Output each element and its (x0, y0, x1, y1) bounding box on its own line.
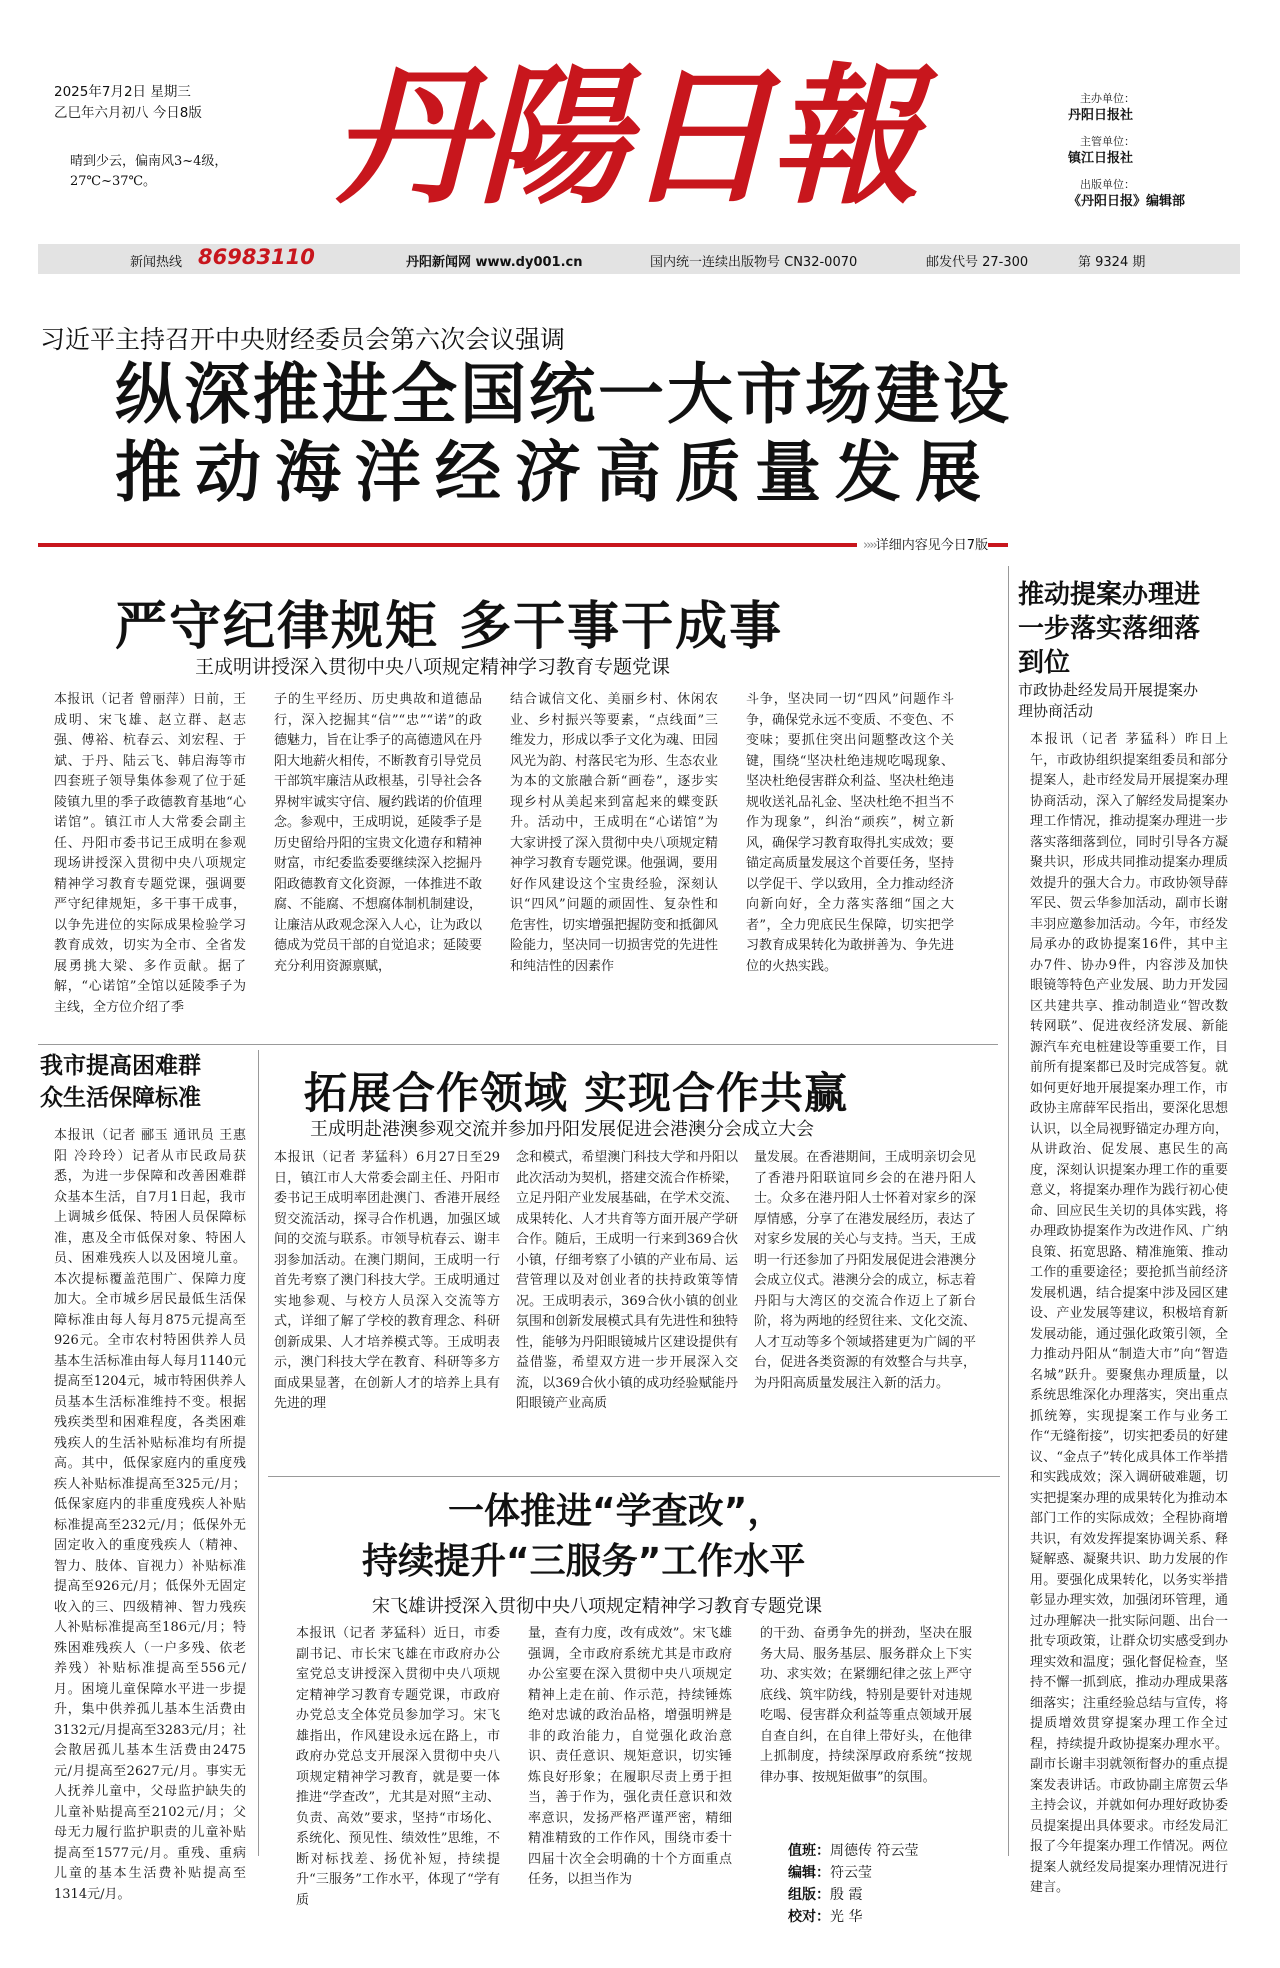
publisher-block (1068, 90, 1185, 219)
article-4-bottom-rule (268, 1476, 1000, 1477)
info-bar (38, 244, 1240, 274)
date-line-1: 2025年7月2日 星期三 (54, 84, 191, 100)
arrows-icon: ›››› (863, 538, 876, 553)
article-2-title (1018, 578, 1200, 680)
publisher-value-supervisor: 镇江日报社 (1068, 151, 1134, 166)
editor-name: 符云莹 (830, 1865, 872, 1881)
editor-role: 值班： (788, 1843, 830, 1859)
website-link[interactable]: 丹阳新闻网 www.dy001.cn (406, 255, 583, 270)
publisher-label-issuer: 出版单位： (1080, 178, 1135, 191)
article-5-col-3: 的干劲、奋勇争先的拼劲，坚决在服务大局、服务基层、服务群众上下实功、求实效；在紧绷纪律之弦上严守底线、筑牢防线，特别是要针对违规吃喝、侵害群众利益等重点领域开展自查自纠，在自律上带好头，在他律上抓制度，持续深厚政府系统“按规律办事、按规矩做事”的氛围。 (760, 1626, 972, 1785)
article-3-title-line-1: 我市提高困难群 (40, 1053, 201, 1079)
article-5-col-1: 本报讯（记者 茅猛科）近日，市委副书记、市长宋飞雄在市政府办公室党总支讲授深入贯彻中央八项规定精神学习教育专题党课，市政府办党总支全体党员参加学习。宋飞雄指出，作风建设永远在路上，市政府办党总支开展深入贯彻中央八项规定精神学习教育，就是要一体推进“学查改”，尤其是对照“主动、负责、高效”要求，坚持“市场化、系统化、预见性、绩效性”思维，不断对标找差、扬优补短，持续提升“三服务”工作水平，体现了“学有质 (296, 1626, 500, 1908)
editor-row (788, 1906, 918, 1928)
date-line-2: 乙巳年六月初八 今日8版 (54, 105, 202, 121)
article-1-bottom-rule (38, 1044, 998, 1045)
issue-number: 第 9324 期 (1078, 255, 1146, 270)
postal-code: 邮发代号 27-300 (926, 255, 1029, 270)
weather-line-1: 晴到少云，偏南风3~4级， (70, 154, 228, 169)
serial-number: 国内统一连续出版物号 CN32-0070 (650, 255, 858, 270)
article-1-col-3: 结合诚信文化、美丽乡村、休闲农业、乡村振兴等要素，“点线面”三维发力，形成以季子文化为魂、田园风光为韵、村落民宅为形、生态农业为本的文旅融合新“画卷”，逐步实现乡村从美起来到富起来的蝶变跃升。活动中，王成明在“心诺馆”为大家讲授了深入贯彻中央八项规定精神学习教育专题党课。他强调，要用好作风建设这个宝贵经验，深刻认识“四风”问题的顽固性、复杂性和危害性，切实增强把握防变和抵御风险能力，坚决同一切损害党的先进性和纯洁性的因素作 (510, 692, 719, 974)
article-5-col-2: 量，查有力度，改有成效”。宋飞雄强调，全市政府系统尤其是市政府办公室要在深入贯彻中央八项规定精神上走在前、作示范，持续锤炼绝对忠诚的政治品格，增强明辨是非的政治能力，自觉强化政治意识、责任意识、规矩意识，切实锤炼良好形象；在履职尽责上勇于担当，善于作为，强化责任意识和效率意识，发扬严格严谨严密，精细精准精致的工作作风，围绕市委十四届十次全会明确的十个方面重点任务，以担当作为 (528, 1626, 732, 1887)
editor-row (788, 1884, 918, 1906)
article-1-subtitle: 王成明讲授深入贯彻中央八项规定精神学习教育专题党课 (195, 656, 671, 678)
article-5-title-line-2: 持续提升“三服务”工作水平 (362, 1541, 806, 1582)
hotline-number: 86983110 (198, 245, 315, 269)
publisher-label-supervisor: 主管单位： (1080, 135, 1135, 148)
column-divider-left (258, 1050, 259, 1856)
publisher-value-host: 丹阳日报社 (1068, 108, 1134, 123)
article-2-title-line-3: 到位 (1018, 648, 1071, 678)
editor-row (788, 1862, 918, 1884)
column-divider-right (1008, 566, 1009, 1856)
editor-name: 殷 霞 (830, 1887, 863, 1903)
article-4-col-3: 量发展。在香港期间，王成明亲切会见了香港丹阳联谊同乡会的在港丹阳人士。众多在港丹阳人士怀着对家乡的深厚情感，分享了在港发展经历，表达了对家乡发展的关心与支持。当天，王成明一行还参加了丹阳发展促进会港澳分会成立仪式。港澳分会的成立，标志着丹阳与大湾区的交流合作迈上了新台阶，将为两地的经贸往来、文化交流、人才互动等多个领域搭建更为广阔的平台，促进各类资源的有效整合与共享，为丹阳高质量发展注入新的活力。 (754, 1150, 976, 1391)
hotline-label: 新闻热线 (130, 255, 183, 270)
article-1-col-4: 斗争，坚决同一切“四风”问题作斗争，确保党永远不变质、不变色、不变味；要抓住突出问题整改这个关键，围绕“坚决杜绝违规吃喝现象、坚决杜绝侵害群众利益、坚决杜绝违规收送礼品礼金、坚决杜绝不担当不作为现象”，纠治“顽疾”，树立新风，确保学习教育取得扎实成效；要锚定高质量发展这个首要任务，坚持以学促干、学以致用，全力推动经济向新向好，全力落实落细“国之大者”，全力兜底民生保障，切实把学习教育成果转化为敢拼善为、争先进位的火热实践。 (746, 692, 955, 974)
editor-role: 编辑： (788, 1865, 830, 1881)
lead-headline-1: 纵深推进全国统一大市场建设 (115, 356, 1012, 433)
date-block (54, 82, 202, 124)
publisher-label-host: 主办单位： (1080, 92, 1135, 105)
editor-name: 周德传 符云莹 (830, 1843, 919, 1859)
weather-block (70, 152, 227, 192)
article-2-title-line-1: 推动提案办理进 (1018, 580, 1201, 610)
article-4-title: 拓展合作领域 实现合作共赢 (304, 1069, 848, 1119)
publisher-value-issuer: 《丹阳日报》编辑部 (1068, 194, 1186, 209)
article-3-title (40, 1050, 201, 1114)
weather-line-2: 27℃~37℃。 (70, 174, 157, 189)
article-2-subtitle (1018, 680, 1198, 722)
article-2-body: 本报讯（记者 茅猛科）昨日上午，市政协组织提案组委员和部分提案人，赴市经发局开展提案办理协商活动，深入了解经发局提案办理工作情况，推动提案办理进一步落实落细落到位，同时引导各方凝聚共识，形成共同推动提案办理质效提升的强大合力。市政协领导薛军民、贺云华参加活动，副市长谢丰羽应邀参加活动。今年，市经发局承办的政协提案16件，其中主办7件、协办9件，内容涉及加快眼镜等特色产业发展、助力开发园区共建共享、推动制造业“智改数转网联”、促进夜经济发展、新能源汽车充电桩建设等重要工作，目前所有提案都已及时完成答复。就如何更好地开展提案办理工作，市政协主席薛军民指出，要深化思想认识，以全局视野锚定办理方向，从讲政治、促发展、惠民生的高度，深刻认识提案办理工作的重要意义，将提案办理作为践行初心使命、回应民生关切的具体实践，将办理政协提案作为改进作风、广纳良策、拓宽思路、精准施策、推动工作的重要途径；要抢抓当前经济发展机遇，结合提案中涉及园区建设、产业发展等建议，积极培育新发展动能，通过强化政策引领，全力推动丹阳从“制造大市”向“智造名城”跃升。要聚焦办理质量，以系统思维深化办理落实，突出重点抓统筹，实现提案工作与业务工作“无缝衔接”，切实把委员的好建议、“金点子”转化成具体工作举措和实践成效；深入调研破难题，切实把提案办理的成果转化为推动本部门工作的实际成效；全程协商增共识，有效发挥提案协调关系、释疑解惑、凝聚共识、助力发展的作用。要强化成果转化，以务实举措彰显办理实效，加强闭环管理，通过办理解决一批实际问题、出台一批专项政策，让群众切实感受到办理实效和温度；强化督促检查，坚持不懈一抓到底，推动办理成果落细落实；注重经验总结与宣传，将提质增效贯穿提案办理工作全过程，持续提升政协提案办理水平。副市长谢丰羽就领衔督办的重点提案发表讲话。市政协副主席贺云华主持会议，并就如何办理好政协委员提案提出具体要求。市经发局汇报了今年提案办理工作情况。两位提案人就经发局提案办理情况进行建言。 (1030, 732, 1228, 1895)
newspaper-logo: 丹陽日報 (332, 49, 917, 225)
editor-name: 光 华 (830, 1909, 863, 1925)
detail-note-text: 详细内容见今日7版 (875, 538, 989, 553)
editor-role: 校对： (788, 1909, 830, 1925)
article-3-title-line-2: 众生活保障标准 (40, 1085, 201, 1111)
article-5-subtitle: 宋飞雄讲授深入贯彻中央八项规定精神学习教育专题党课 (372, 1596, 822, 1617)
article-1-title: 严守纪律规矩 多干事干成事 (115, 597, 784, 657)
detail-note (857, 534, 988, 553)
article-1-col-2: 子的生平经历、历史典故和道德品行，深入挖掘其“信”“忠”“诺”的政德魅力，旨在让季子的高德遗风在丹阳大地薪火相传，不断教育引导党员干部筑牢廉洁从政根基，引导社会各界树牢诚实守信、履约践诺的价值理念。参观中，王成明说，延陵季子是历史留给丹阳的宝贵文化遗存和精神财富，市纪委监委要继续深入挖掘丹阳政德教育文化资源，一体推进不敢腐、不能腐、不想腐体制机制建设，让廉洁从政观念深入人心，让为政以德成为党员干部的自觉追求；延陵要充分利用资源禀赋， (274, 692, 483, 974)
editor-credits (788, 1840, 918, 1928)
article-4-col-1: 本报讯（记者 茅猛科）6月27日至29日，镇江市人大常委会副主任、丹阳市委书记王成明率团赴澳门、香港开展经贸交流活动，探寻合作机遇，加强区域间的交流与联系。市领导杭春云、谢丰羽参加活动。在澳门期间，王成明一行首先考察了澳门科技大学。王成明通过实地参观、与校方人员深入交流等方式，详细了解了学校的教育理念、科研创新成果、人才培养模式等。王成明表示，澳门科技大学在教育、科研等多方面成果显著，在创新人才的培养上具有先进的理 (274, 1150, 500, 1411)
article-2-subtitle-line-1: 市政协赴经发局开展提案办 (1018, 681, 1199, 699)
article-2-subtitle-line-2: 理协商活动 (1018, 702, 1094, 720)
article-2-title-line-2: 一步落实落细落 (1018, 614, 1201, 644)
article-4-subtitle: 王成明赴港澳参观交流并参加丹阳发展促进会港澳分会成立大会 (310, 1119, 814, 1140)
lead-kicker: 习近平主持召开中央财经委员会第六次会议强调 (40, 325, 566, 354)
article-5-title-line-1: 一体推进“学查改”， (448, 1491, 784, 1532)
article-3-body: 本报讯（记者 郦玉 通讯员 王惠阳 冷玲玲）记者从市民政局获悉，为进一步保障和改善困难群众基本生活，自7月1日起，我市上调城乡低保、特困人员保障标准，惠及全市低保对象、特困人员、困难残疾人以及困境儿童。本次提标覆盖范围广、保障力度加大。全市城乡居民最低生活保障标准由每人每月875元提高至926元。全市农村特困供养人员基本生活标准由每人每月1140元提高至1204元，城市特困供养人员基本生活标准维持不变。根据残疾类型和困难程度，各类困难残疾人的生活补贴标准均有所提高。其中，低保家庭内的重度残疾人补贴标准提高至325元/月；低保家庭内的非重度残疾人补贴标准提高至232元/月；低保外无固定收入的重度残疾人（精神、智力、肢体、盲视力）补贴标准提高至926元/月；低保外无固定收入的三、四级精神、智力残疾人补贴标准提高至186元/月；特殊困难残疾人（一户多残、依老养残）补贴标准提高至556元/月。困境儿童保障水平进一步提升，集中供养孤儿基本生活费由3132元/月提高至3283元/月；社会散居孤儿基本生活费由2475元/月提高至2627元/月。事实无人抚养儿童中，父母监护缺失的儿童补贴提高至2102元/月；父母无力履行监护职责的儿童补贴提高至1577元/月。重残、重病儿童的基本生活费补贴提高至1314元/月。 (54, 1128, 246, 1902)
editor-role: 组版： (788, 1887, 830, 1903)
article-1-col-1: 本报讯（记者 曾丽萍）日前，王成明、宋飞雄、赵立群、赵志强、傅裕、杭春云、刘宏程、于斌、于丹、陆云飞、韩启海等市四套班子领导集体参观了位于延陵镇九里的季子政德教育基地“心诺馆”。镇江市人大常委会副主任、丹阳市委书记王成明在参观现场讲授深入贯彻中央八项规定精神学习教育专题党课，强调要严守纪律规矩，多干事干成事，以争先进位的实际成果检验学习教育成效，切实为全市、全省发展勇挑大梁、多作贡献。据了解，“心诺馆”全馆以延陵季子为主线，全方位介绍了季 (54, 692, 246, 1015)
editor-row (788, 1840, 918, 1862)
lead-headline-2: 推动海洋经济高质量发展 (115, 434, 995, 511)
article-4-col-2: 念和模式，希望澳门科技大学和丹阳以此次活动为契机，搭建交流合作桥梁，立足丹阳产业发展基础，在学术交流、成果转化、人才共育等方面开展产学研合作。随后，王成明一行来到369合伙小镇，仔细考察了小镇的产业布局、运营管理以及对创业者的扶持政策等情况。王成明表示，369合伙小镇的创业氛围和创新发展模式具有先进性和独特性，能够为丹阳眼镜城片区建设提供有益借鉴，希望双方进一步开展深入交流，以369合伙小镇的成功经验赋能丹阳眼镜产业高质 (516, 1150, 738, 1411)
